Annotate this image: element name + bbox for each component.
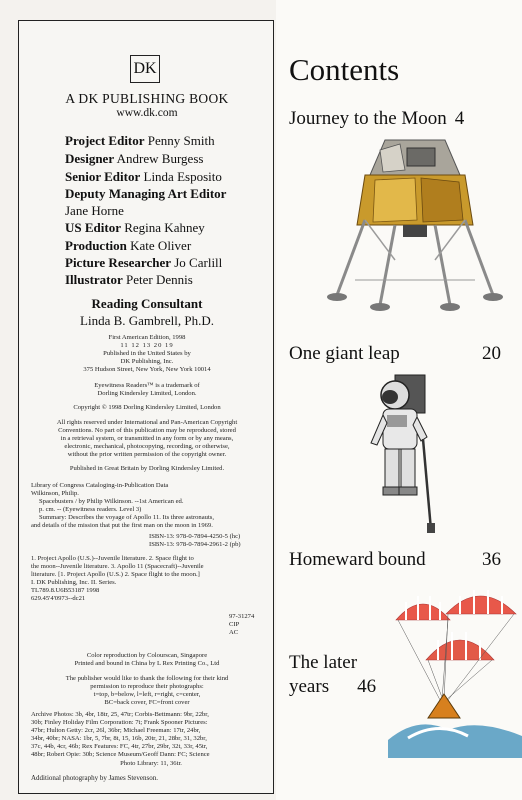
toc-entry-later-years[interactable]: The later years 46 [289,652,377,697]
toc-entry-leap[interactable]: One giant leap 20 [289,343,501,364]
photo-credits: Archive Photos: 3b, 4br, 18tr, 25, 47tr; Corbis-Bettmann: 9br, 22br, 30b; Finley Holiday Film Corporation: 7t; Frank Spooner Pictures: 47br; Hulton Getty: 2cr, 26l, 36br; Michael Freeman: 17tr, 24br, 34br, 40br; NASA: 1br, 5, 7br, 8t, 15, 16b, 20tr, 21, 28br, 31, 32br, 37c, 44b, 4cr, 46b; Rex Features: FC, 4tr, 27br, 29br, 32t, 33r, 45tr, 48br; Robert Opie: 30b; Science Museum/Geoff Dann: FC; Science Photo Library: 11, 36tr. [31,711,210,767]
lunar-module-illustration [325,130,505,330]
isbn-block: ISBN-13: 978-0-7894-4250-5 (hc) ISBN-13: 978-0-7894-2961-2 (pb) [149,533,241,549]
toc-entry-journey[interactable]: Journey to the Moon 4 [289,108,465,129]
additional-photography: Additional photography by James Stevenson. [31,774,158,782]
thanks-notice: The publisher would like to thank the following for their kind permission to reproduce their photographs: t=top, b=below, l=left, r=right, c=center, BC=back cover, FC=front cover [65,675,229,707]
credit-production: Production Kate Oliver [65,238,192,253]
credit-us-editor: US Editor Regina Kahney [65,220,205,235]
astronaut-illustration [365,365,445,535]
parachute-capsule-illustration [388,590,522,758]
credit-deputy-art-editor: Deputy Managing Art Editor [65,186,227,201]
contents-title: Contents [289,52,400,87]
consultant-name: Linda B. Gambrell, Ph.D. [80,313,214,328]
dk-logo: DK [130,55,160,83]
credit-designer: Designer Andrew Burgess [65,151,204,166]
consultant-role: Reading Consultant [91,296,203,311]
publisher-name: A DK PUBLISHING BOOK [65,91,229,106]
credit-picture-researcher: Picture Researcher Jo Carlill [65,255,223,270]
imprint-panel [18,20,274,794]
trademark-notice: Eyewitness Readers™ is a trademark of Dorling Kindersley Limited, London. [94,382,200,398]
reproduction-info: Color reproduction by Colourscan, Singapore Printed and bound in China by L Rex Printing Co., Ltd [74,652,220,668]
cip-block: Library of Congress Cataloging-in-Publication Data Wilkinson, Philip. Spacebusters / by Philip Wilkinson. --1st American ed. p. cm. -- (Eyewitness readers. Level 3) Summary: Describes the voyage of Apollo 11. Its three astronauts, and details of the mission that put the first man on the moon in 1969. [31,482,215,530]
credit-senior-editor: Senior Editor Linda Esposito [65,169,222,184]
copyright-line: Copyright © 1998 Dorling Kindersley Limited, London [73,404,221,411]
website: www.dk.com [116,107,178,119]
published-gb: Published in Great Britain by Dorling Kindersley Limited. [69,465,225,472]
rights-notice: All rights reserved under International and Pan-American Copyright Conventions. No part of this publication may be reproduced, stored in a retrieval system, or transmitted in any form or by any means, electronic, mechanical, photocopying, recording, or otherwise, without the prior written permission of the copyright owner. [56,419,238,459]
subjects-block: 1. Project Apollo (U.S.)--Juvenile literature. 2. Space flight to the moon--Juvenile literature. 3. Apollo 11 (Spacecraft)--Juvenile literature. [1. Project Apollo (U.S.) 2. Space flight to the moon.] I. DK Publishing, Inc. II. Series. TL789.8.U6B53187 1998 629.45'4'0973--dc21 [31,555,204,603]
credit-deputy-art-editor-name: Jane Horne [65,203,124,218]
toc-entry-homeward[interactable]: Homeward bound 36 [289,549,501,570]
edition-info: First American Edition, 1998 11 12 13 20 19 Published in the United States by DK Publishing, Inc. 375 Hudson Street, New York, New York 10014 [83,334,211,374]
credit-project-editor: Project Editor Penny Smith [65,133,215,148]
cip-codes: 97-31274 CIP AC [229,613,255,637]
credit-illustrator: Illustrator Peter Dennis [65,272,193,287]
